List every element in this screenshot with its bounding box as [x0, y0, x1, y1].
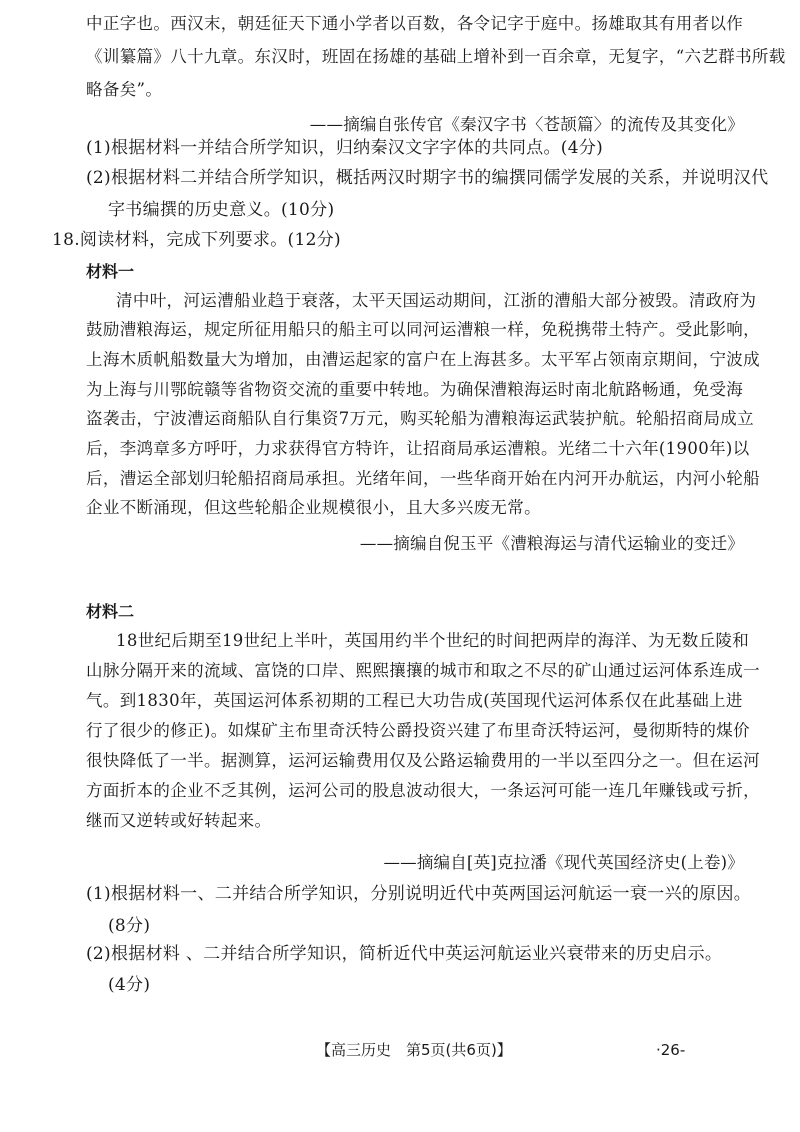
material-1-line: 后，漕运全部划归轮船招商局承担。光绪年间，一些华商开始在内河开办航运，内河小轮船 — [86, 469, 760, 488]
material-2-line: 很快降低了一半。据测算，运河运输费用仅及公路运输费用的一半以至四分之一。但在运河 — [86, 751, 760, 770]
question-18-part1-score: (8分) — [108, 916, 151, 936]
material-2-line: 继而又逆转或好转起来。 — [86, 811, 272, 830]
question-17-part2: (2)根据材料二并结合所学知识，概括两汉时期字书的编撰同儒学发展的关系，并说明汉代 — [86, 168, 769, 188]
material-text-line: 《训纂篇》八十九章。东汉时，班固在扬雄的基础上增补到一百余章，无复字，“六艺群书所载 — [86, 47, 786, 66]
material-2-line: 山脉分隔开来的流域、富饶的口岸、熙熙攘攘的城市和取之不尽的矿山通过运河体系连成一 — [86, 661, 760, 680]
question-17-part1: (1)根据材料一并结合所学知识，归纳秦汉文字字体的共同点。(4分) — [86, 138, 604, 158]
page-footer-label: 【高三历史 第5页(共6页)】 — [316, 1041, 512, 1059]
source-citation: ——摘编自张传官《秦汉字书〈苍颉篇〉的流传及其变化》 — [309, 115, 744, 134]
material-1-line: 为上海与川鄂皖赣等省物资交流的重要中转地。为确保漕粮海运时南北航路畅通，免受海 — [86, 380, 744, 399]
question-17-part2-cont: 字书编撰的历史意义。(10分) — [108, 200, 335, 220]
page-footer-code: ·26- — [656, 1041, 686, 1059]
question-18-title: 18.阅读材料，完成下列要求。(12分) — [52, 230, 341, 250]
material-text-line: 略备矣”。 — [86, 80, 163, 99]
material-2-line: 18世纪后期至19世纪上半叶，英国用约半个世纪的时间把两岸的海洋、为无数丘陵和 — [116, 631, 750, 650]
material-2-line: 行了很少的修正)。如煤矿主布里奇沃特公爵投资兴建了布里奇沃特运河，曼彻斯特的煤价 — [86, 721, 750, 740]
material-2-line: 方面折本的企业不乏其例，运河公司的股息波动很大，一条运河可能一连几年赚钱或亏折， — [86, 781, 760, 800]
material-1-line: 清中叶，河运漕船业趋于衰落，太平天国运动期间，江浙的漕船大部分被毁。清政府为 — [116, 291, 757, 310]
material-1-line: 盗袭击，宁波漕运商船队自行集资7万元，购买轮船为漕粮海运武装护航。轮船招商局成立 — [86, 409, 754, 428]
material-1-line: 鼓励漕粮海运，规定所征用船只的船主可以同河运漕粮一样，免税携带土特产。受此影响， — [86, 320, 760, 339]
question-18-part1: (1)根据材料一、二并结合所学知识，分别说明近代中英两国运河航运一衰一兴的原因。 — [86, 884, 752, 904]
material-2-line: 气。到1830年，英国运河体系初期的工程已大功告成(英国现代运河体系仅在此基础上进 — [86, 691, 743, 710]
source-citation: ——摘编自倪玉平《漕粮海运与清代运输业的变迁》 — [359, 534, 744, 553]
material-text-line: 中正字也。西汉末，朝廷征天下通小学者以百数，各令记字于庭中。扬雄取其有用者以作 — [86, 14, 744, 33]
material-2-heading: 材料二 — [86, 602, 135, 621]
source-citation: ——摘编自[英]克拉潘《现代英国经济史(上卷)》 — [383, 853, 744, 872]
material-1-line: 上海木质帆船数量大为增加，由漕运起家的富户在上海甚多。太平军占领南京期间，宁波成 — [86, 350, 760, 369]
question-18-part2-score: (4分) — [108, 975, 151, 995]
material-1-line: 后，李鸿章多方呼吁，力求获得官方特许，让招商局承运漕粮。光绪二十六年(1900年)以 — [86, 439, 750, 458]
material-1-heading: 材料一 — [86, 262, 135, 281]
material-1-line: 企业不断涌现，但这些轮船企业规模很小，且大多兴废无常。 — [86, 498, 541, 517]
question-18-part2: (2)根据材料 、二并结合所学知识，简析近代中英运河航运业兴衰带来的历史启示。 — [86, 944, 723, 964]
